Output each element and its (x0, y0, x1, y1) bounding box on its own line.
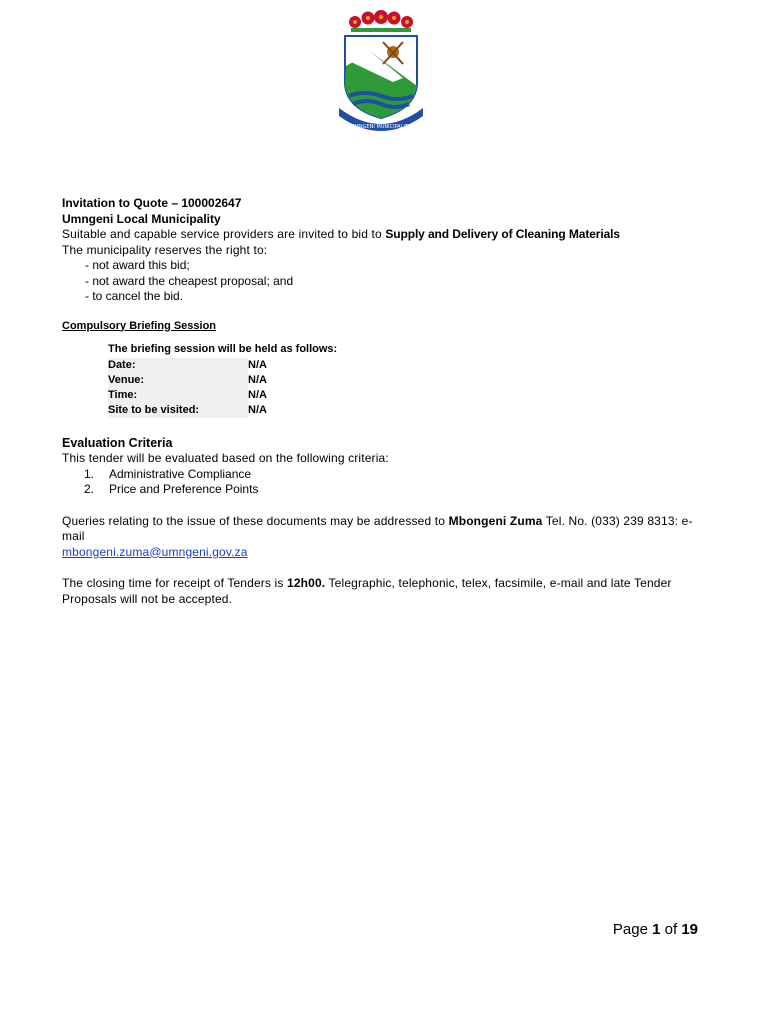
queries-contact: Mbongeni Zuma (448, 513, 543, 528)
invitation-subject: Supply and Delivery of Cleaning Materials (385, 227, 620, 241)
closing-time: 12h00. (287, 576, 326, 590)
briefing-value: N/A (248, 358, 267, 371)
table-row (108, 373, 267, 388)
criteria-list (62, 467, 712, 498)
briefing-label: Site to be visited: (108, 403, 248, 418)
list-item: - not award the cheapest proposal; and (85, 273, 294, 288)
invitation-text: Suitable and capable service providers are invited to bid to (62, 227, 386, 241)
page-total: 19 (681, 921, 698, 938)
municipality-crest-logo (331, 8, 429, 138)
list-item (62, 467, 712, 483)
criteria-text: Price and Preference Points (109, 482, 259, 496)
briefing-label: Venue: (108, 373, 248, 388)
list-item (62, 482, 712, 498)
briefing-intro: The briefing session will be held as follows: (108, 343, 338, 355)
criteria-number: 2. (84, 482, 95, 496)
briefing-table (108, 358, 267, 418)
closing-paragraph (62, 576, 712, 607)
briefing-block (108, 342, 712, 418)
document-body (62, 196, 712, 607)
crest-shield (345, 36, 417, 118)
evaluation-heading: Evaluation Criteria (62, 435, 173, 450)
briefing-value: N/A (248, 388, 267, 401)
reserves-line: The municipality reserves the right to: (62, 242, 268, 257)
criteria-text: Administrative Compliance (109, 466, 252, 481)
page-number-footer (613, 921, 698, 938)
queries-suffix: Tel. No. (033) 239 8313: e-mail (62, 513, 693, 543)
queries-prefix: Queries relating to the issue of these documents may be addressed to (62, 513, 449, 528)
crest-motto: UMNGENI MUNICIPALITY (350, 124, 412, 130)
closing-suffix: Telegraphic, telephonic, telex, facsimile, e-mail and late Tender Proposals will not be accepted. (62, 576, 672, 606)
queries-paragraph (62, 514, 712, 561)
briefing-value: N/A (248, 403, 267, 416)
list-item: - not award this bid; (85, 258, 190, 272)
list-item: - to cancel the bid. (85, 289, 184, 303)
email-link[interactable]: mbongeni.zuma@umngeni.gov.za (62, 544, 248, 559)
page-number: 1 (652, 921, 661, 938)
criteria-number: 1. (84, 466, 95, 481)
evaluation-intro: This tender will be evaluated based on the following criteria: (62, 451, 389, 465)
table-row (108, 403, 267, 418)
briefing-value: N/A (248, 373, 267, 386)
municipality-name: Umngeni Local Municipality (62, 211, 221, 226)
table-row (108, 358, 267, 373)
of-word: of (660, 921, 682, 938)
closing-prefix: The closing time for receipt of Tenders is (62, 576, 287, 590)
briefing-heading: Compulsory Briefing Session (62, 319, 217, 332)
page-word: Page (612, 921, 653, 938)
briefing-label: Date: (108, 358, 248, 373)
reserve-list (62, 258, 712, 305)
invitation-line (62, 227, 712, 243)
document-title: Invitation to Quote – 100002647 (62, 196, 242, 210)
table-row (108, 388, 267, 403)
briefing-label: Time: (108, 388, 248, 403)
crest-flowers (349, 10, 413, 32)
